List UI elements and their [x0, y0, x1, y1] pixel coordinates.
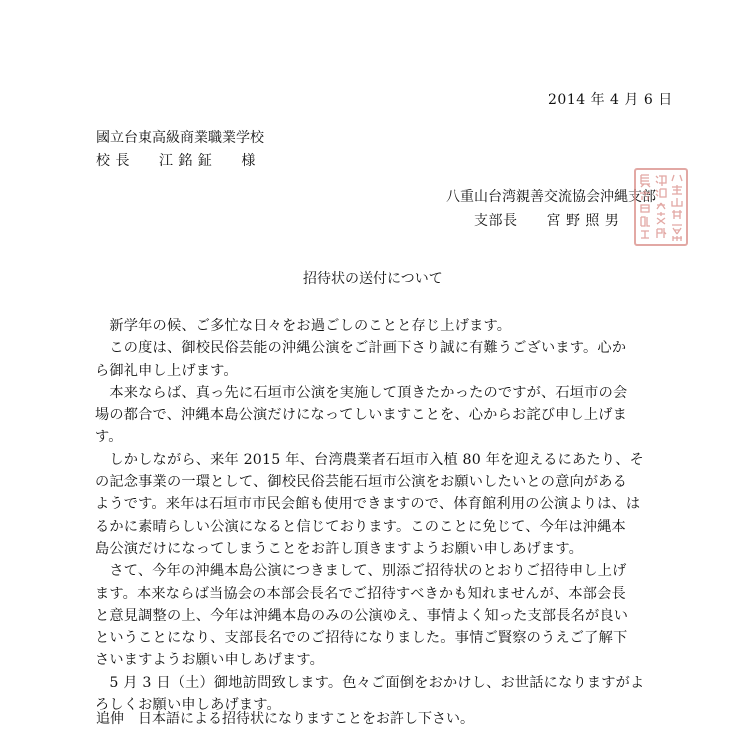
body-line: ます。本来ならば当協会の本部会長名でご招待すべきかも知れませんが、本部会長: [95, 585, 626, 602]
recipient-school: 國立台東高級商業職業学校: [96, 130, 264, 146]
letter-subject: 招待状の送付について: [303, 271, 443, 287]
official-seal-stamp: [634, 168, 688, 246]
seal-column-middle: [654, 172, 668, 242]
body-line: ということになり、支部長名でのご招待になりました。事情ご賢察のうえご了解下: [95, 630, 628, 647]
sender-organization: 八重山台湾親善交流協会沖縄支部: [446, 189, 656, 205]
body-line: ようです。来年は石垣市市民会館も使用できますので、体育館利用の公演よりは、は: [95, 496, 641, 513]
seal-column-left: [638, 172, 652, 242]
body-line: るかに素晴らしい公演になると信じております。このことに免じて、今年は沖縄本: [95, 518, 626, 535]
body-line: さて、今年の沖縄本島公演につきまして、別添ご招待状のとおりご招待申し上げ: [95, 563, 627, 580]
letter-date: 2014 年 4 月 6 日: [548, 92, 673, 108]
body-line: しかしながら、来年 2015 年、台湾農業者石垣市入植 80 年を迎えるにあたり、そ: [95, 451, 644, 468]
body-line: 本来ならば、真っ先に石垣市公演を実施して頂きたかったのですが、石垣市の会: [95, 384, 628, 401]
sender-signer: 支部長 宮 野 照 男: [474, 213, 620, 229]
body-line: す。: [95, 429, 123, 446]
body-line: と意見調整の上、今年は沖縄本島のみの公演ゆえ、事情よく知った支部長名が良い: [95, 607, 629, 624]
postscript: 追伸 日本語による招待状になりますことをお許し下さい。: [96, 711, 474, 727]
body-line: さいますようお願い申しあげます。: [95, 652, 325, 669]
body-line: 島公演だけになってしまうことをお許し頂きますようお願い申しあげます。: [95, 540, 584, 557]
body-line: の記念事業の一環として、御校民俗芸能石垣市公演をお願いしたいとの意向がある: [95, 474, 628, 491]
body-line: ら御礼申し上げます。: [95, 362, 238, 379]
recipient-principal: 校 長 江 銘 鉦 様: [96, 153, 256, 169]
seal-column-right: [670, 172, 684, 242]
body-line: 新学年の候、ご多忙な日々をお過ごしのことと存じ上げます。: [95, 318, 512, 334]
letter-body: [95, 315, 670, 716]
body-line: ろしくお願い申しあげます。: [95, 697, 281, 714]
body-line: 場の都合で、沖縄本島公演だけになってしいますことを、心からお詫び申し上げま: [95, 407, 628, 424]
body-line: この度は、御校民俗芸能の沖縄公演をご計画下さり誠に有難うございます。心か: [95, 340, 627, 357]
body-line: 5 月 3 日（土）御地訪問致します。色々ご面倒をおかけし、お世話になりますがよ: [95, 674, 645, 691]
